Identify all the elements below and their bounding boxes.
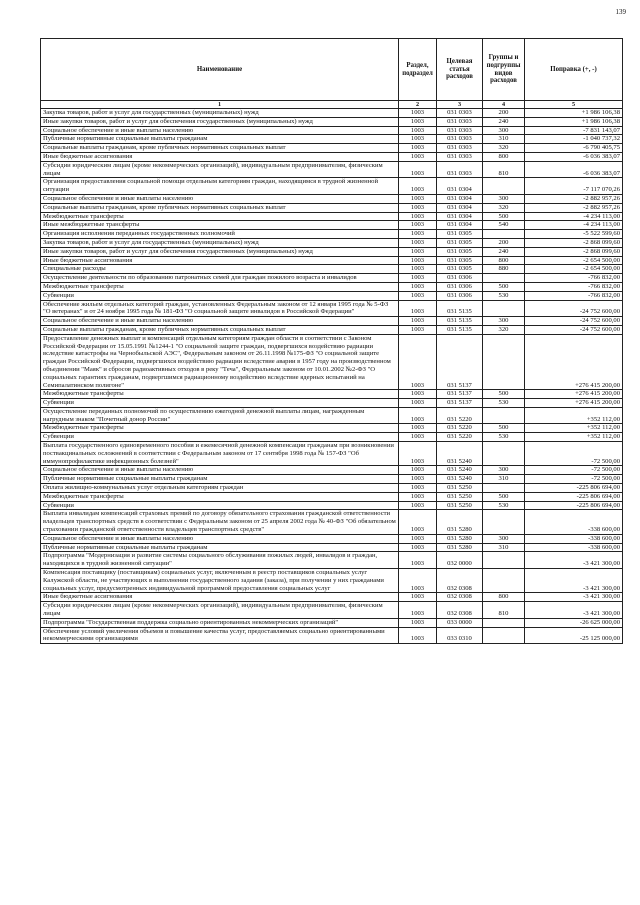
row-section-cell: 1003 xyxy=(399,492,437,501)
row-group-cell: 200 xyxy=(483,238,525,247)
row-group-cell: 500 xyxy=(483,390,525,399)
row-amount-cell: +276 415 200,00 xyxy=(525,334,623,390)
column-number: 5 xyxy=(525,101,623,109)
page-number: 139 xyxy=(615,8,626,16)
row-amount-cell: -2 654 500,00 xyxy=(525,256,623,265)
row-group-cell xyxy=(483,484,525,493)
row-name-cell: Субсидии юридическим лицам (кроме некоммерческих организаций), индивидуальным предпринимателям, физическим лицам xyxy=(41,161,399,178)
row-name-cell: Закупка товаров, работ и услуг для государственных (муниципальных) нужд xyxy=(41,109,399,118)
row-name-cell: Субвенции xyxy=(41,291,399,300)
row-section-cell: 1003 xyxy=(399,109,437,118)
row-target-cell: 031 5137 xyxy=(437,399,483,408)
row-target-cell: 031 0305 xyxy=(437,238,483,247)
budget-amendments-table xyxy=(40,38,623,644)
table-row xyxy=(41,126,623,135)
row-name-cell: Социальное обеспечение и иные выплаты населению xyxy=(41,126,399,135)
row-amount-cell: -2 868 099,60 xyxy=(525,238,623,247)
row-name-cell: Социальное обеспечение и иные выплаты населению xyxy=(41,194,399,203)
row-target-cell: 031 0306 xyxy=(437,282,483,291)
row-name-cell: Субвенции xyxy=(41,399,399,408)
row-amount-cell: -25 125 000,00 xyxy=(525,627,623,644)
table-row xyxy=(41,291,623,300)
row-group-cell xyxy=(483,230,525,239)
row-section-cell: 1003 xyxy=(399,618,437,627)
row-target-cell: 031 5137 xyxy=(437,334,483,390)
row-amount-cell: -1 040 737,32 xyxy=(525,135,623,144)
row-name-cell: Субвенции xyxy=(41,433,399,442)
row-section-cell: 1003 xyxy=(399,484,437,493)
row-section-cell: 1003 xyxy=(399,552,437,569)
row-section-cell: 1003 xyxy=(399,161,437,178)
row-target-cell: 031 5280 xyxy=(437,510,483,534)
row-amount-cell: -225 806 694,00 xyxy=(525,501,623,510)
header-section: Раздел, подраздел xyxy=(399,39,437,101)
row-section-cell: 1003 xyxy=(399,117,437,126)
row-name-cell: Закупка товаров, работ и услуг для государственных (муниципальных) нужд xyxy=(41,238,399,247)
row-section-cell: 1003 xyxy=(399,221,437,230)
row-amount-cell: -4 234 113,00 xyxy=(525,221,623,230)
row-group-cell: 310 xyxy=(483,135,525,144)
row-target-cell: 031 5135 xyxy=(437,300,483,317)
row-name-cell: Компенсация поставщику (поставщикам) социальных услуг, включенным в реестр поставщиков социальных услуг Калужской области, не участвующих в выполнении государственного задания (заказа), при получении у них гражданами социальных услуг, предусмотренных индивидуальной программой предоставления социальных услуг xyxy=(41,569,399,593)
column-number: 1 xyxy=(41,101,399,109)
row-group-cell: 300 xyxy=(483,194,525,203)
row-section-cell: 1003 xyxy=(399,325,437,334)
row-group-cell: 200 xyxy=(483,109,525,118)
row-name-cell: Выплата государственного единовременного пособия и ежемесячной денежной компенсации гражданам при возникновении поствакцинальных осложнений в соответствии с Федеральным законом от 17 сентября 1998 года № 157-ФЗ "Об иммунопрофилактике инфекционных болезней" xyxy=(41,442,399,466)
row-name-cell: Осуществление деятельности по образованию патронатных семей для граждан пожилого возраста и инвалидов xyxy=(41,274,399,283)
row-group-cell: 300 xyxy=(483,317,525,326)
row-target-cell: 031 0305 xyxy=(437,230,483,239)
row-amount-cell: -766 832,00 xyxy=(525,291,623,300)
row-name-cell: Обеспечение условий увеличения объемов и повышение качества услуг, предоставляемых социально ориентированными некоммерческими организациями xyxy=(41,627,399,644)
table-row xyxy=(41,552,623,569)
row-name-cell: Подпрограмма "Модернизация и развитие системы социального обслуживания пожилых людей, инвалидов и граждан, находящихся в трудной жизненной ситуации" xyxy=(41,552,399,569)
row-target-cell: 032 0000 xyxy=(437,552,483,569)
row-name-cell: Публичные нормативные социальные выплаты гражданам xyxy=(41,543,399,552)
row-group-cell xyxy=(483,407,525,424)
column-number: 3 xyxy=(437,101,483,109)
row-amount-cell: -2 882 957,26 xyxy=(525,203,623,212)
row-name-cell: Подпрограмма "Государственная поддержка социально ориентированных некоммерческих организаций" xyxy=(41,618,399,627)
table-row xyxy=(41,317,623,326)
row-section-cell: 1003 xyxy=(399,602,437,619)
row-section-cell: 1003 xyxy=(399,390,437,399)
row-amount-cell: -225 806 694,00 xyxy=(525,492,623,501)
row-target-cell: 031 5250 xyxy=(437,501,483,510)
row-name-cell: Публичные нормативные социальные выплаты гражданам xyxy=(41,475,399,484)
table-row xyxy=(41,144,623,153)
table-row xyxy=(41,390,623,399)
row-amount-cell: -6 036 383,07 xyxy=(525,152,623,161)
row-section-cell: 1003 xyxy=(399,407,437,424)
row-name-cell: Социальное обеспечение и иные выплаты населению xyxy=(41,534,399,543)
row-target-cell: 031 0303 xyxy=(437,117,483,126)
row-target-cell: 031 5280 xyxy=(437,534,483,543)
row-target-cell: 031 5220 xyxy=(437,433,483,442)
row-section-cell: 1003 xyxy=(399,569,437,593)
table-row xyxy=(41,442,623,466)
row-name-cell: Специальные расходы xyxy=(41,265,399,274)
row-target-cell: 031 5280 xyxy=(437,543,483,552)
row-amount-cell: -3 421 300,00 xyxy=(525,602,623,619)
table-row xyxy=(41,282,623,291)
row-amount-cell: -338 600,00 xyxy=(525,510,623,534)
row-amount-cell: +1 986 106,38 xyxy=(525,117,623,126)
row-amount-cell: +352 112,00 xyxy=(525,433,623,442)
column-numbers-row xyxy=(41,101,623,109)
row-section-cell: 1003 xyxy=(399,300,437,317)
row-amount-cell: -26 625 000,00 xyxy=(525,618,623,627)
row-group-cell: 300 xyxy=(483,466,525,475)
row-target-cell: 033 0000 xyxy=(437,618,483,627)
row-name-cell: Организация исполнения переданных государственных полномочий xyxy=(41,230,399,239)
row-name-cell: Иные закупки товаров, работ и услуг для обеспечения государственных (муниципальных) нужд xyxy=(41,117,399,126)
row-name-cell: Межбюджетные трансферты xyxy=(41,282,399,291)
row-section-cell: 1003 xyxy=(399,334,437,390)
row-name-cell: Предоставление денежных выплат и компенсаций отдельным категориям граждан области в соответствии с Законом Российской Федерации от 15.05.1991 №1244-1 "О социальной защите граждан, подвергшихся воздействию радиации вследствие катастрофы на Чернобыльской АЭС", Федеральным законом от 26.11.1998 №175-ФЗ "О социальной защите граждан Российской Федерации, подвергшихся воздействию радиации вследствие аварии в 1957 году на производственном объединении "Маяк" и сбросов радиоактивных отходов в реку "Теча", Федеральным законом от 10.01.2002 №2-ФЗ "О социальных гарантиях гражданам, подвергшимся радиационному воздействию вследствие ядерных испытаний на Семипалатинском полигоне" xyxy=(41,334,399,390)
table-row xyxy=(41,492,623,501)
row-group-cell: 310 xyxy=(483,543,525,552)
row-target-cell: 031 0304 xyxy=(437,221,483,230)
row-amount-cell: -5 522 599,60 xyxy=(525,230,623,239)
column-number: 4 xyxy=(483,101,525,109)
row-target-cell: 031 0303 xyxy=(437,109,483,118)
row-target-cell: 031 0305 xyxy=(437,256,483,265)
row-name-cell: Межбюджетные трансферты xyxy=(41,492,399,501)
row-section-cell: 1003 xyxy=(399,317,437,326)
row-section-cell: 1003 xyxy=(399,256,437,265)
header-target: Целевая статья расходов xyxy=(437,39,483,101)
row-amount-cell: -72 500,00 xyxy=(525,475,623,484)
table-row xyxy=(41,212,623,221)
table-row xyxy=(41,221,623,230)
table-row xyxy=(41,510,623,534)
row-target-cell: 031 0303 xyxy=(437,152,483,161)
row-section-cell: 1003 xyxy=(399,291,437,300)
table-row xyxy=(41,238,623,247)
row-group-cell: 530 xyxy=(483,501,525,510)
row-name-cell: Иные бюджетные ассигнования xyxy=(41,593,399,602)
row-name-cell: Субвенции xyxy=(41,501,399,510)
row-name-cell: Обеспечение жильем отдельных категорий граждан, установленных Федеральным законом от 12 января 1995 года № 5-ФЗ "О ветеранах" и от 24 ноября 1995 года № 181-ФЗ "О социальной защите инвалидов в Российской Федерации" xyxy=(41,300,399,317)
header-name: Наименование xyxy=(41,39,399,101)
row-target-cell: 031 5240 xyxy=(437,442,483,466)
row-group-cell: 800 xyxy=(483,256,525,265)
row-section-cell: 1003 xyxy=(399,593,437,602)
row-amount-cell: -766 832,00 xyxy=(525,274,623,283)
row-group-cell: 500 xyxy=(483,424,525,433)
row-section-cell: 1003 xyxy=(399,194,437,203)
table-row xyxy=(41,256,623,265)
row-amount-cell: -24 752 600,00 xyxy=(525,300,623,317)
header-amendment: Поправка (+, -) xyxy=(525,39,623,101)
table-row xyxy=(41,135,623,144)
row-name-cell: Выплата инвалидам компенсаций страховых премий по договору обязательного страхования гражданской ответственности владельцев транспортных средств в соответствии с Федеральным законом от 25 апреля 2002 года № 40-ФЗ "Об обязательном страховании гражданской ответственности владельцев транспортных средств" xyxy=(41,510,399,534)
row-target-cell: 031 5135 xyxy=(437,317,483,326)
table-row xyxy=(41,161,623,178)
row-group-cell: 300 xyxy=(483,534,525,543)
row-amount-cell: -338 600,00 xyxy=(525,543,623,552)
row-section-cell: 1003 xyxy=(399,627,437,644)
row-amount-cell: -4 234 113,00 xyxy=(525,212,623,221)
table-row xyxy=(41,399,623,408)
row-section-cell: 1003 xyxy=(399,424,437,433)
row-amount-cell: -2 882 957,26 xyxy=(525,194,623,203)
table-row xyxy=(41,274,623,283)
table-row xyxy=(41,152,623,161)
row-name-cell: Иные бюджетные ассигнования xyxy=(41,152,399,161)
table-row xyxy=(41,325,623,334)
row-amount-cell: +352 112,00 xyxy=(525,424,623,433)
row-amount-cell: -3 421 300,00 xyxy=(525,552,623,569)
table-row xyxy=(41,593,623,602)
row-name-cell: Иные закупки товаров, работ и услуг для обеспечения государственных (муниципальных) нужд xyxy=(41,247,399,256)
table-row xyxy=(41,247,623,256)
row-section-cell: 1003 xyxy=(399,230,437,239)
row-group-cell: 880 xyxy=(483,265,525,274)
row-section-cell: 1003 xyxy=(399,534,437,543)
row-amount-cell: +276 415 200,00 xyxy=(525,399,623,408)
row-group-cell: 240 xyxy=(483,247,525,256)
row-section-cell: 1003 xyxy=(399,144,437,153)
row-section-cell: 1003 xyxy=(399,282,437,291)
row-section-cell: 1003 xyxy=(399,247,437,256)
row-target-cell: 031 5137 xyxy=(437,390,483,399)
row-target-cell: 032 0308 xyxy=(437,593,483,602)
row-amount-cell: -6 790 405,75 xyxy=(525,144,623,153)
row-target-cell: 031 5240 xyxy=(437,466,483,475)
row-group-cell: 500 xyxy=(483,492,525,501)
row-target-cell: 031 0306 xyxy=(437,274,483,283)
table-row xyxy=(41,433,623,442)
row-group-cell xyxy=(483,300,525,317)
row-group-cell: 530 xyxy=(483,433,525,442)
row-section-cell: 1003 xyxy=(399,433,437,442)
row-target-cell: 031 0304 xyxy=(437,194,483,203)
row-target-cell: 031 0303 xyxy=(437,161,483,178)
row-group-cell: 810 xyxy=(483,602,525,619)
table-row xyxy=(41,194,623,203)
row-group-cell: 500 xyxy=(483,282,525,291)
row-target-cell: 032 0308 xyxy=(437,569,483,593)
table-row xyxy=(41,230,623,239)
row-section-cell: 1003 xyxy=(399,126,437,135)
row-group-cell xyxy=(483,627,525,644)
table-row xyxy=(41,265,623,274)
row-amount-cell: +276 415 200,00 xyxy=(525,390,623,399)
row-section-cell: 1003 xyxy=(399,265,437,274)
row-name-cell: Иные межбюджетные трансферты xyxy=(41,221,399,230)
row-amount-cell: -7 831 143,07 xyxy=(525,126,623,135)
row-group-cell: 300 xyxy=(483,126,525,135)
row-section-cell: 1003 xyxy=(399,466,437,475)
table-row xyxy=(41,424,623,433)
row-group-cell xyxy=(483,334,525,390)
row-name-cell: Иные бюджетные ассигнования xyxy=(41,256,399,265)
row-name-cell: Публичные нормативные социальные выплаты гражданам xyxy=(41,135,399,144)
row-group-cell xyxy=(483,178,525,195)
row-section-cell: 1003 xyxy=(399,543,437,552)
row-group-cell: 800 xyxy=(483,593,525,602)
row-group-cell xyxy=(483,569,525,593)
table-row xyxy=(41,627,623,644)
row-name-cell: Организация предоставления социальной помощи отдельным категориям граждан, находящимся в трудной жизненной ситуации xyxy=(41,178,399,195)
row-group-cell: 530 xyxy=(483,291,525,300)
table-row xyxy=(41,501,623,510)
row-amount-cell: -2 654 500,00 xyxy=(525,265,623,274)
row-target-cell: 031 0304 xyxy=(437,178,483,195)
table-row xyxy=(41,569,623,593)
row-name-cell: Осуществление переданных полномочий по осуществлению ежегодной денежной выплаты лицам, награжденным нагрудным знаком "Почетный донор России" xyxy=(41,407,399,424)
row-amount-cell: -3 421 300,00 xyxy=(525,593,623,602)
row-group-cell xyxy=(483,510,525,534)
row-name-cell: Межбюджетные трансферты xyxy=(41,390,399,399)
row-group-cell: 240 xyxy=(483,117,525,126)
row-target-cell: 031 5135 xyxy=(437,325,483,334)
row-target-cell: 031 5240 xyxy=(437,475,483,484)
table-row xyxy=(41,203,623,212)
row-section-cell: 1003 xyxy=(399,238,437,247)
row-group-cell xyxy=(483,274,525,283)
row-target-cell: 031 0306 xyxy=(437,291,483,300)
row-section-cell: 1003 xyxy=(399,203,437,212)
row-target-cell: 031 5220 xyxy=(437,407,483,424)
row-group-cell: 540 xyxy=(483,221,525,230)
row-target-cell: 031 0304 xyxy=(437,203,483,212)
column-number: 2 xyxy=(399,101,437,109)
row-amount-cell: -338 600,00 xyxy=(525,534,623,543)
row-name-cell: Межбюджетные трансферты xyxy=(41,424,399,433)
row-name-cell: Социальные выплаты гражданам, кроме публичных нормативных социальных выплат xyxy=(41,144,399,153)
row-section-cell: 1003 xyxy=(399,475,437,484)
row-target-cell: 031 5250 xyxy=(437,492,483,501)
row-section-cell: 1003 xyxy=(399,212,437,221)
row-section-cell: 1003 xyxy=(399,501,437,510)
row-amount-cell: -7 117 070,26 xyxy=(525,178,623,195)
row-group-cell xyxy=(483,442,525,466)
row-target-cell: 033 0310 xyxy=(437,627,483,644)
table-row xyxy=(41,109,623,118)
row-amount-cell: -225 806 694,00 xyxy=(525,484,623,493)
row-name-cell: Субсидии юридическим лицам (кроме некоммерческих организаций), индивидуальным предпринимателям, физическим лицам xyxy=(41,602,399,619)
table-row xyxy=(41,475,623,484)
row-target-cell: 031 0304 xyxy=(437,212,483,221)
row-amount-cell: +1 986 106,38 xyxy=(525,109,623,118)
row-name-cell: Социальные выплаты гражданам, кроме публичных нормативных социальных выплат xyxy=(41,203,399,212)
table-row xyxy=(41,178,623,195)
table-row xyxy=(41,334,623,390)
row-group-cell xyxy=(483,552,525,569)
row-section-cell: 1003 xyxy=(399,442,437,466)
table-row xyxy=(41,117,623,126)
row-amount-cell: -72 500,00 xyxy=(525,442,623,466)
row-section-cell: 1003 xyxy=(399,274,437,283)
row-target-cell: 031 0303 xyxy=(437,144,483,153)
row-section-cell: 1003 xyxy=(399,135,437,144)
row-group-cell: 320 xyxy=(483,144,525,153)
row-target-cell: 031 0305 xyxy=(437,247,483,256)
row-amount-cell: -72 500,00 xyxy=(525,466,623,475)
row-amount-cell: -2 868 099,60 xyxy=(525,247,623,256)
row-section-cell: 1003 xyxy=(399,178,437,195)
row-group-cell: 530 xyxy=(483,399,525,408)
row-amount-cell: -766 832,00 xyxy=(525,282,623,291)
row-target-cell: 031 5250 xyxy=(437,484,483,493)
row-group-cell: 800 xyxy=(483,152,525,161)
table-row xyxy=(41,466,623,475)
row-group-cell: 320 xyxy=(483,325,525,334)
row-target-cell: 032 0308 xyxy=(437,602,483,619)
row-section-cell: 1003 xyxy=(399,399,437,408)
row-amount-cell: +352 112,00 xyxy=(525,407,623,424)
row-section-cell: 1003 xyxy=(399,510,437,534)
row-name-cell: Межбюджетные трансферты xyxy=(41,212,399,221)
row-target-cell: 031 0303 xyxy=(437,135,483,144)
table-row xyxy=(41,543,623,552)
row-group-cell: 500 xyxy=(483,212,525,221)
row-target-cell: 031 0305 xyxy=(437,265,483,274)
table-row xyxy=(41,534,623,543)
row-name-cell: Оплата жилищно-коммунальных услуг отдельным категориям граждан xyxy=(41,484,399,493)
row-amount-cell: -24 752 600,00 xyxy=(525,317,623,326)
row-group-cell: 810 xyxy=(483,161,525,178)
row-target-cell: 031 5220 xyxy=(437,424,483,433)
table-row xyxy=(41,602,623,619)
row-name-cell: Социальные выплаты гражданам, кроме публичных нормативных социальных выплат xyxy=(41,325,399,334)
row-name-cell: Социальное обеспечение и иные выплаты населению xyxy=(41,466,399,475)
table-row xyxy=(41,300,623,317)
row-section-cell: 1003 xyxy=(399,152,437,161)
table-row xyxy=(41,484,623,493)
header-groups: Группы и подгруппы видов расходов xyxy=(483,39,525,101)
row-group-cell: 320 xyxy=(483,203,525,212)
row-group-cell: 310 xyxy=(483,475,525,484)
table-row xyxy=(41,407,623,424)
row-group-cell xyxy=(483,618,525,627)
table-row xyxy=(41,618,623,627)
row-amount-cell: -6 036 383,07 xyxy=(525,161,623,178)
row-target-cell: 031 0303 xyxy=(437,126,483,135)
row-amount-cell: -3 421 300,00 xyxy=(525,569,623,593)
row-amount-cell: -24 752 600,00 xyxy=(525,325,623,334)
row-name-cell: Социальное обеспечение и иные выплаты населению xyxy=(41,317,399,326)
